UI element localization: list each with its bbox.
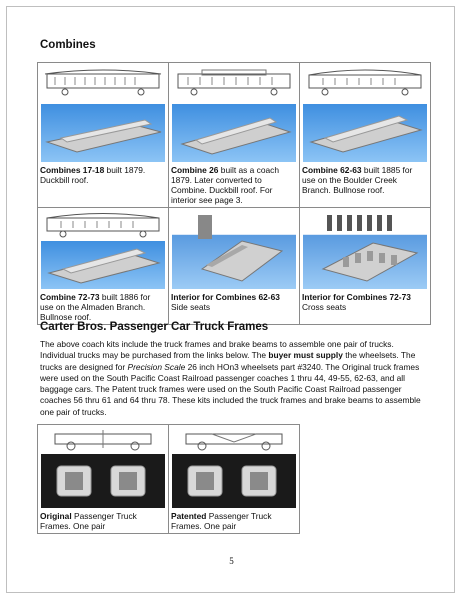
truck-frames-heading: Carter Bros. Passenger Car Truck Frames	[40, 321, 269, 333]
truck-grid	[37, 424, 300, 534]
combine-72-73-image	[41, 211, 165, 289]
patented-truck-caption: Patented Passenger Truck Frames. One pair	[171, 511, 272, 531]
cell-interior-72-73	[300, 208, 431, 325]
combines-grid	[37, 62, 431, 325]
interior-72-73-image	[303, 211, 427, 289]
cell-combine-17-18	[38, 63, 169, 208]
page-number: 5	[229, 556, 234, 566]
combine-72-73-caption: Combine 72-73 built 1886 for use on the Almaden Branch. Bullnose roof.	[40, 292, 151, 322]
combines-heading: Combines	[40, 39, 96, 51]
original-truck-image	[41, 428, 165, 508]
original-truck-caption: Original Passenger Truck Frames. One pair	[40, 511, 137, 531]
truck-frames-paragraph: The above coach kits include the truck frames and brake beams to assemble one pair of trucks. Individual trucks may be purchased from the links below. The buyer must supply the wheelsets. The trucks are designed for Precision Scale 26 inch HOn3 wheelsets part #3240. The Original truck frames were used on the South Pacific Coast Railroad passenger coaches 1 thru 44, 49-55, 62-63, and all baggage cars. The Patent truck frames were used on the South Pacific Coast Railroad passenger coaches 56 thru 61 and 64 thru 78. These kits included the truck frames and brake beams to assemble one pair of trucks.	[40, 339, 421, 417]
interior-62-63-caption: Interior for Combines 62-63 Side seats	[171, 292, 280, 312]
cell-combine-72-73	[38, 208, 169, 325]
combine-26-caption: Combine 26 built as a coach 1879. Later converted to Combine. Duckbill roof. For interior see page 3.	[171, 165, 280, 205]
combine-62-63-image	[303, 66, 427, 162]
combine-17-18-image	[41, 66, 165, 162]
combine-26-image	[172, 66, 296, 162]
interior-62-63-image	[172, 211, 296, 289]
cell-combine-62-63	[300, 63, 431, 208]
cell-patented-truck	[169, 425, 300, 534]
patented-truck-image	[172, 428, 296, 508]
cell-original-truck	[38, 425, 169, 534]
combine-17-18-caption: Combines 17-18 built 1879. Duckbill roof.	[40, 165, 146, 185]
combine-62-63-caption: Combine 62-63 built 1885 for use on the Boulder Creek Branch. Bullnose roof.	[302, 165, 413, 195]
interior-72-73-caption: Interior for Combines 72-73 Cross seats	[302, 292, 411, 312]
cell-combine-26	[169, 63, 300, 208]
cell-interior-62-63	[169, 208, 300, 325]
